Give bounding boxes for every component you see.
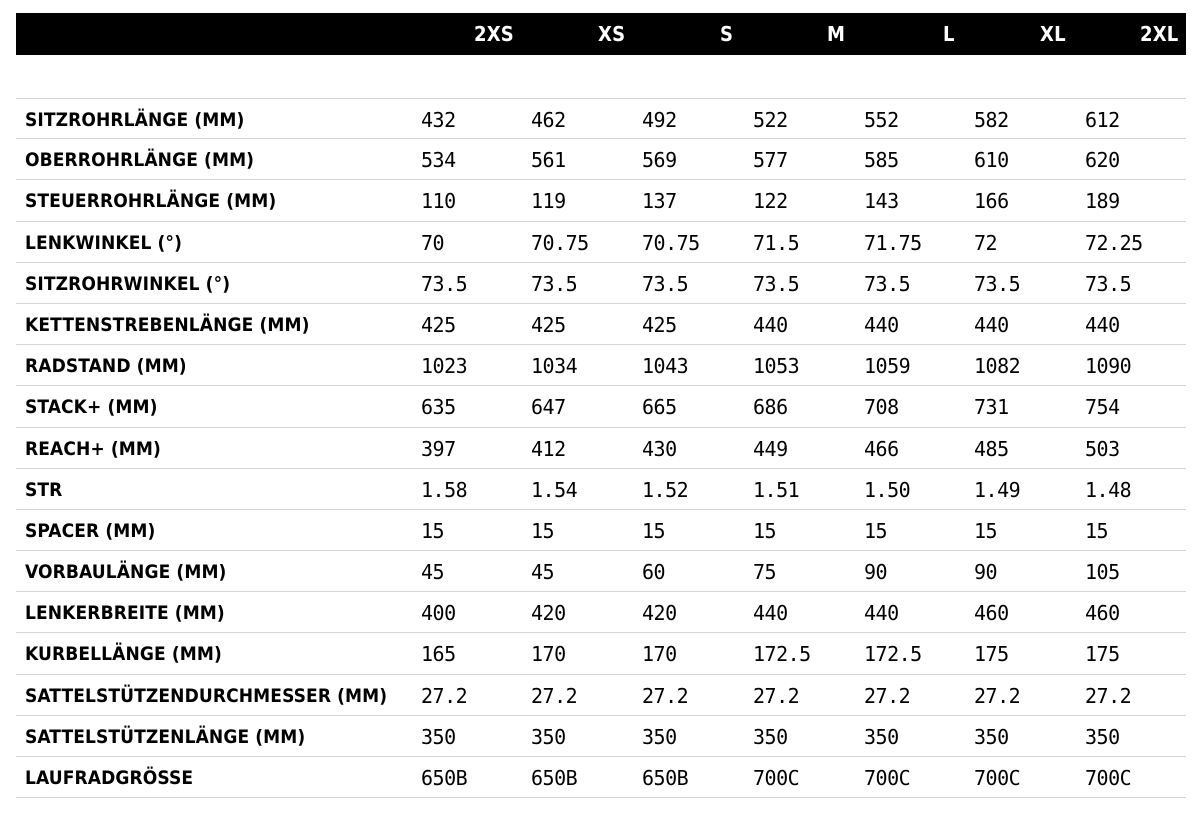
- row-label: OBERROHRLÄNGE (MM): [25, 149, 255, 172]
- table-cell: 552: [864, 108, 899, 132]
- table-cell: 27.2: [1085, 683, 1132, 708]
- table-cell: 1082: [974, 354, 1021, 379]
- size-header-2xl: 2XL: [1140, 22, 1179, 46]
- table-row: [16, 98, 1186, 139]
- table-cell: 15: [974, 518, 998, 543]
- table-row: [16, 592, 1186, 633]
- table-cell: 110: [421, 189, 456, 214]
- table-row: [16, 469, 1186, 510]
- table-cell: 1.50: [864, 477, 911, 502]
- row-label: STR: [25, 478, 63, 501]
- table-cell: 425: [421, 312, 456, 337]
- row-label: LENKERBREITE (MM): [25, 602, 225, 625]
- table-cell: 432: [421, 108, 456, 132]
- table-cell: 72: [974, 230, 998, 255]
- row-label: SITZROHRWINKEL (°): [25, 272, 231, 295]
- table-row: [16, 428, 1186, 469]
- table-row: [16, 716, 1186, 757]
- table-cell: 15: [1085, 518, 1109, 543]
- table-cell: 15: [642, 518, 666, 543]
- table-cell: 440: [864, 312, 899, 337]
- table-cell: 425: [642, 312, 677, 337]
- table-cell: 731: [974, 395, 1009, 420]
- table-cell: 122: [753, 189, 788, 214]
- table-cell: 70: [421, 230, 445, 255]
- table-cell: 119: [531, 189, 566, 214]
- table-cell: 143: [864, 189, 899, 214]
- table-cell: 700C: [974, 766, 1021, 790]
- table-cell: 73.5: [753, 271, 800, 296]
- row-label: SATTELSTÜTZENDURCHMESSER (MM): [25, 684, 388, 707]
- table-cell: 754: [1085, 395, 1120, 420]
- row-label: REACH+ (MM): [25, 437, 161, 460]
- table-cell: 172.5: [864, 642, 922, 667]
- size-header-xs: XS: [598, 22, 626, 46]
- geometry-table: [16, 98, 1186, 798]
- table-cell: 1.48: [1085, 477, 1132, 502]
- table-row: [16, 757, 1186, 798]
- table-cell: 60: [642, 560, 666, 585]
- table-cell: 15: [753, 518, 777, 543]
- table-cell: 1.52: [642, 477, 689, 502]
- table-cell: 522: [753, 108, 788, 132]
- row-label: VORBAULÄNGE (MM): [25, 561, 227, 584]
- table-cell: 1.49: [974, 477, 1021, 502]
- table-cell: 90: [974, 560, 998, 585]
- table-cell: 15: [864, 518, 888, 543]
- table-cell: 175: [1085, 642, 1120, 667]
- table-cell: 582: [974, 108, 1009, 132]
- table-cell: 647: [531, 395, 566, 420]
- table-cell: 700C: [1085, 766, 1132, 790]
- table-cell: 137: [642, 189, 677, 214]
- table-cell: 72.25: [1085, 230, 1143, 255]
- table-cell: 170: [531, 642, 566, 667]
- table-cell: 1.51: [753, 477, 800, 502]
- table-row: [16, 633, 1186, 674]
- table-cell: 635: [421, 395, 456, 420]
- table-cell: 1034: [531, 354, 578, 379]
- table-cell: 27.2: [753, 683, 800, 708]
- row-label: SITZROHRLÄNGE (MM): [25, 109, 245, 131]
- table-cell: 1043: [642, 354, 689, 379]
- table-cell: 561: [531, 148, 566, 173]
- table-cell: 75: [753, 560, 777, 585]
- table-cell: 170: [642, 642, 677, 667]
- table-cell: 610: [974, 148, 1009, 173]
- table-cell: 420: [531, 601, 566, 626]
- table-cell: 27.2: [974, 683, 1021, 708]
- row-label: KURBELLÄNGE (MM): [25, 643, 222, 666]
- table-cell: 460: [974, 601, 1009, 626]
- table-cell: 73.5: [421, 271, 468, 296]
- table-cell: 70.75: [531, 230, 589, 255]
- table-cell: 620: [1085, 148, 1120, 173]
- table-cell: 708: [864, 395, 899, 420]
- table-cell: 1.58: [421, 477, 468, 502]
- table-row: [16, 345, 1186, 386]
- table-cell: 189: [1085, 189, 1120, 214]
- row-label: LAUFRADGRÖSSE: [25, 767, 194, 789]
- row-label: RADSTAND (MM): [25, 355, 187, 378]
- table-cell: 105: [1085, 560, 1120, 585]
- table-cell: 350: [642, 724, 677, 749]
- table-cell: 1090: [1085, 354, 1132, 379]
- table-cell: 166: [974, 189, 1009, 214]
- table-cell: 585: [864, 148, 899, 173]
- row-label: STACK+ (MM): [25, 396, 158, 419]
- table-cell: 430: [642, 436, 677, 461]
- table-row: [16, 386, 1186, 427]
- table-cell: 412: [531, 436, 566, 461]
- table-cell: 15: [421, 518, 445, 543]
- table-cell: 686: [753, 395, 788, 420]
- table-cell: 90: [864, 560, 888, 585]
- table-row: [16, 222, 1186, 263]
- table-cell: 71.5: [753, 230, 800, 255]
- table-cell: 440: [864, 601, 899, 626]
- table-cell: 665: [642, 395, 677, 420]
- row-label: SPACER (MM): [25, 519, 156, 542]
- table-cell: 175: [974, 642, 1009, 667]
- table-cell: 15: [531, 518, 555, 543]
- table-cell: 449: [753, 436, 788, 461]
- table-cell: 503: [1085, 436, 1120, 461]
- table-cell: 27.2: [531, 683, 578, 708]
- table-cell: 73.5: [1085, 271, 1132, 296]
- size-header-bar: [16, 13, 1186, 55]
- table-cell: 172.5: [753, 642, 811, 667]
- table-cell: 45: [421, 560, 445, 585]
- table-cell: 440: [753, 601, 788, 626]
- table-cell: 27.2: [864, 683, 911, 708]
- row-label: LENKWINKEL (°): [25, 231, 182, 254]
- table-cell: 397: [421, 436, 456, 461]
- size-header-xl: XL: [1040, 22, 1066, 46]
- table-cell: 440: [974, 312, 1009, 337]
- table-cell: 485: [974, 436, 1009, 461]
- table-row: [16, 180, 1186, 221]
- table-row: [16, 304, 1186, 345]
- table-cell: 650B: [421, 766, 468, 790]
- table-cell: 1059: [864, 354, 911, 379]
- table-cell: 350: [531, 724, 566, 749]
- table-cell: 400: [421, 601, 456, 626]
- table-cell: 1023: [421, 354, 468, 379]
- row-label: SATTELSTÜTZENLÄNGE (MM): [25, 725, 306, 748]
- table-cell: 350: [1085, 724, 1120, 749]
- table-cell: 440: [1085, 312, 1120, 337]
- size-header-m: M: [827, 22, 846, 46]
- table-cell: 462: [531, 108, 566, 132]
- table-cell: 350: [864, 724, 899, 749]
- table-row: [16, 551, 1186, 592]
- table-cell: 700C: [864, 766, 911, 790]
- table-cell: 1.54: [531, 477, 578, 502]
- size-header-2xs: 2XS: [474, 22, 514, 46]
- table-cell: 466: [864, 436, 899, 461]
- table-cell: 460: [1085, 601, 1120, 626]
- table-cell: 650B: [642, 766, 689, 790]
- table-row: [16, 263, 1186, 304]
- table-cell: 350: [974, 724, 1009, 749]
- table-row: [16, 675, 1186, 716]
- table-cell: 73.5: [864, 271, 911, 296]
- table-cell: 71.75: [864, 230, 922, 255]
- table-cell: 1053: [753, 354, 800, 379]
- row-label: KETTENSTREBENLÄNGE (MM): [25, 313, 310, 336]
- size-header-s: S: [720, 22, 734, 46]
- table-cell: 73.5: [974, 271, 1021, 296]
- table-cell: 27.2: [421, 683, 468, 708]
- size-header-l: L: [943, 22, 955, 46]
- table-cell: 534: [421, 148, 456, 173]
- table-cell: 650B: [531, 766, 578, 790]
- table-cell: 492: [642, 108, 677, 132]
- table-cell: 612: [1085, 108, 1120, 132]
- table-cell: 165: [421, 642, 456, 667]
- table-cell: 700C: [753, 766, 800, 790]
- table-cell: 27.2: [642, 683, 689, 708]
- table-cell: 73.5: [642, 271, 689, 296]
- table-cell: 425: [531, 312, 566, 337]
- table-cell: 350: [421, 724, 456, 749]
- row-label: STEUERROHRLÄNGE (MM): [25, 190, 277, 213]
- table-cell: 350: [753, 724, 788, 749]
- table-cell: 70.75: [642, 230, 700, 255]
- table-cell: 440: [753, 312, 788, 337]
- table-row: [16, 510, 1186, 551]
- table-cell: 73.5: [531, 271, 578, 296]
- table-cell: 577: [753, 148, 788, 173]
- table-cell: 569: [642, 148, 677, 173]
- table-cell: 45: [531, 560, 555, 585]
- table-cell: 420: [642, 601, 677, 626]
- table-row: [16, 139, 1186, 180]
